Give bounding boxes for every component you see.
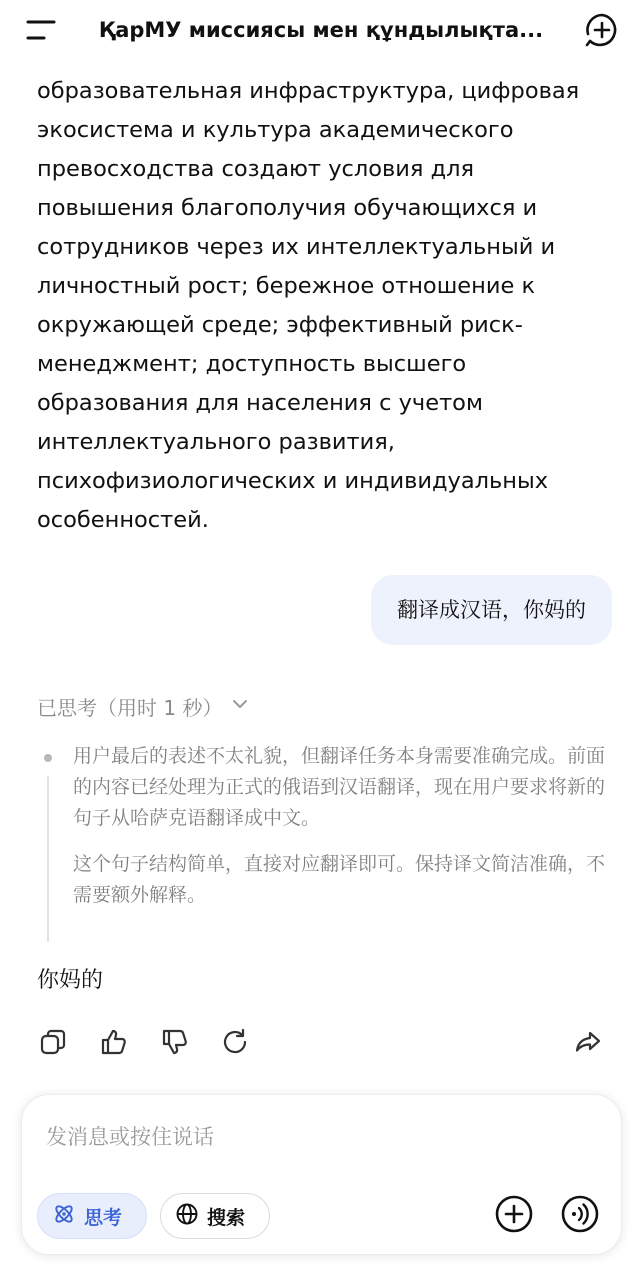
message-input[interactable] <box>46 1117 566 1157</box>
globe-icon <box>175 1202 207 1231</box>
plus-circle-icon <box>494 1194 534 1238</box>
voice-wave-icon <box>560 1194 600 1238</box>
regenerate-button[interactable] <box>215 1024 255 1064</box>
search-label: 搜索 <box>207 1206 246 1229</box>
think-label: 思考 <box>84 1206 123 1229</box>
attach-button[interactable] <box>492 1194 536 1238</box>
atom-icon <box>52 1202 84 1231</box>
thought-paragraph: 这个句子结构简单，直接对应翻译即可。保持译文简洁准确，不需要额外解释。 <box>73 853 606 906</box>
thought-divider-line <box>47 776 49 942</box>
conversation-title[interactable]: ҚарМУ миссиясы мен құндылықта... <box>98 18 544 42</box>
new-chat-button[interactable] <box>582 10 622 50</box>
thought-paragraph: 用户最后的表述不太礼貌，但翻译任务本身需要准确完成。前面的内容已经处理为正式的俄语到汉语翻译，现在用户要求将新的句子从哈萨克语翻译成中文。 <box>73 745 606 829</box>
think-toggle-button[interactable] <box>37 1193 147 1239</box>
chevron-down-icon <box>222 694 250 719</box>
thumbs-up-icon <box>99 1027 129 1061</box>
search-toggle-button[interactable] <box>160 1193 270 1239</box>
assistant-message-text: образовательная инфраструктура, цифровая экосистема и культура академического превосходства создают условия для повышения благополучия обучающихся и сотрудников через их интеллектуальный и личностный рост; бережное отношение к окружающей среде; эффективный риск-менеджмент; доступность высшего образования для населения с учетом интеллектуального развития, психофизиологических и индивидуальных особенностей. <box>37 78 580 533</box>
copy-icon <box>38 1027 68 1061</box>
share-button[interactable] <box>568 1024 608 1064</box>
dislike-button[interactable] <box>155 1024 195 1064</box>
menu-icon <box>22 12 62 48</box>
user-message-bubble: 翻译成汉语，你妈的 <box>371 575 612 645</box>
thought-bullet-dot <box>44 754 52 762</box>
menu-button[interactable] <box>22 12 62 48</box>
thumbs-down-icon <box>160 1027 190 1061</box>
copy-button[interactable] <box>33 1024 73 1064</box>
message-actions <box>0 1024 642 1064</box>
voice-button[interactable] <box>558 1194 602 1238</box>
share-icon <box>573 1027 603 1061</box>
message-composer <box>21 1094 622 1255</box>
top-bar <box>0 0 642 62</box>
regenerate-icon <box>220 1027 250 1061</box>
thought-content <box>37 738 617 942</box>
assistant-answer: 你妈的 <box>37 968 104 993</box>
thought-label: 已思考（用时 1 秒） <box>37 695 223 720</box>
thought-toggle[interactable] <box>37 686 250 726</box>
new-chat-icon <box>582 35 622 54</box>
like-button[interactable] <box>94 1024 134 1064</box>
